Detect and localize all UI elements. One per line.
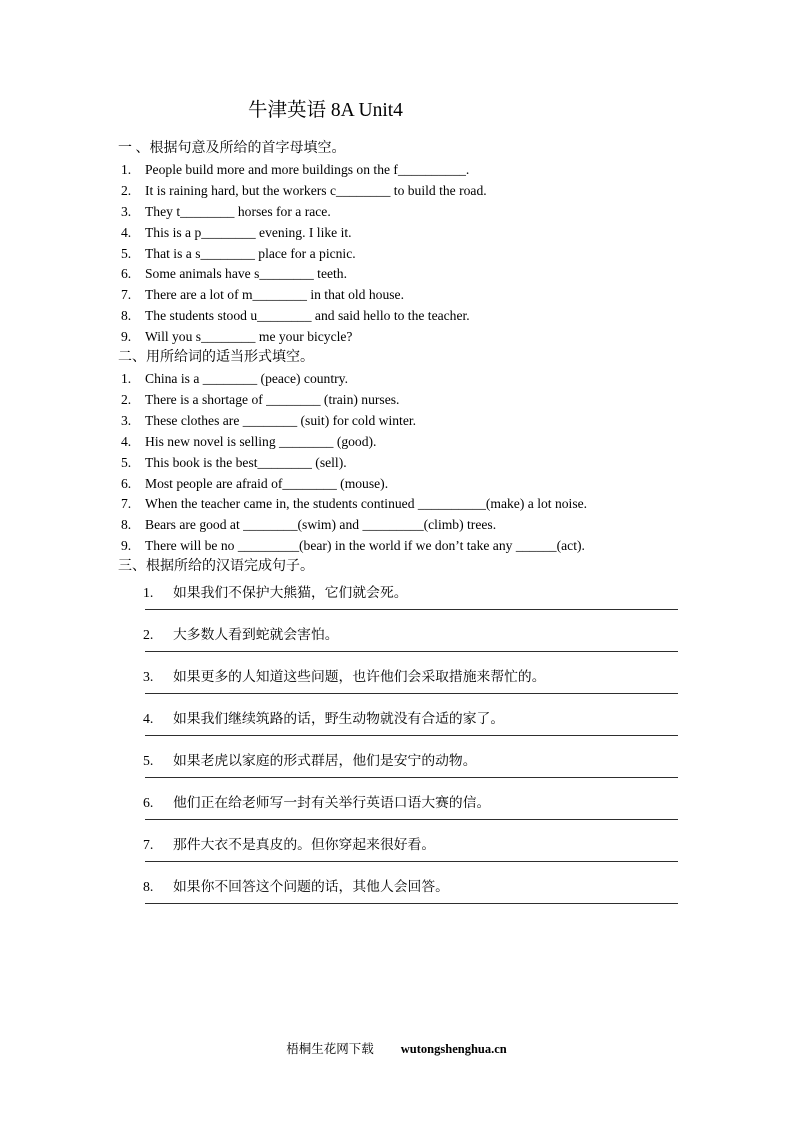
item-text: Bears are good at ________(swim) and _________(climb) trees. bbox=[145, 517, 497, 533]
item-text: This is a p________ evening. I like it. bbox=[145, 224, 352, 240]
item-text: The students stood u________ and said hello to the teacher. bbox=[145, 308, 470, 324]
item-text: That is a s________ place for a picnic. bbox=[145, 245, 356, 261]
item-text: 大多数人看到蛇就会害怕。 bbox=[173, 627, 339, 643]
item-number: 2. bbox=[143, 627, 154, 643]
item-text: Most people are afraid of________ (mouse). bbox=[145, 475, 389, 491]
exercise-item bbox=[118, 708, 680, 729]
exercise-item bbox=[118, 432, 680, 453]
answer-line bbox=[145, 855, 678, 862]
item-number: 9. bbox=[121, 329, 132, 345]
item-text: This book is the best________ (sell). bbox=[145, 454, 347, 470]
exercise-item bbox=[118, 536, 680, 557]
exercise-item bbox=[118, 876, 680, 897]
item-text: There are a lot of m________ in that old house. bbox=[145, 287, 404, 303]
section-1-heading: 一 、根据句意及所给的首字母填空。 bbox=[118, 141, 346, 156]
section-3-items bbox=[118, 582, 680, 904]
item-text: 那件大衣不是真皮的。但你穿起来很好看。 bbox=[173, 837, 436, 853]
answer-line bbox=[145, 897, 678, 904]
item-number: 9. bbox=[121, 538, 132, 554]
exercise-item bbox=[118, 624, 680, 645]
item-text: Will you s________ me your bicycle? bbox=[145, 329, 353, 345]
item-number: 8. bbox=[121, 308, 132, 324]
item-text: His new novel is selling ________ (good). bbox=[145, 433, 377, 449]
item-text: 如果你不回答这个问题的话，其他人会回答。 bbox=[173, 879, 449, 895]
item-text: 如果我们不保护大熊猫，它们就会死。 bbox=[173, 585, 408, 601]
answer-line bbox=[145, 771, 678, 778]
item-number: 8. bbox=[121, 517, 132, 533]
item-number: 2. bbox=[121, 182, 132, 198]
exercise-item bbox=[118, 515, 680, 536]
item-number: 8. bbox=[143, 879, 154, 895]
item-number: 7. bbox=[143, 837, 154, 853]
item-number: 1. bbox=[121, 161, 132, 177]
item-text: 如果老虎以家庭的形式群居，他们是安宁的动物。 bbox=[173, 753, 477, 769]
item-number: 4. bbox=[121, 433, 132, 449]
document-content bbox=[118, 139, 680, 918]
item-number: 4. bbox=[143, 711, 154, 727]
exercise-item bbox=[118, 474, 680, 495]
exercise-item bbox=[118, 264, 680, 285]
item-number: 5. bbox=[143, 753, 154, 769]
item-number: 3. bbox=[121, 203, 132, 219]
exercise-item bbox=[118, 834, 680, 855]
footer-site-url: wutongshenghua.cn bbox=[400, 1042, 507, 1056]
item-text: It is raining hard, but the workers c________ to build the road. bbox=[145, 182, 487, 198]
exercise-item bbox=[118, 390, 680, 411]
item-number: 3. bbox=[143, 669, 154, 685]
item-number: 6. bbox=[121, 475, 132, 491]
exercise-item bbox=[118, 244, 680, 265]
exercise-item bbox=[118, 453, 680, 474]
item-text: People build more and more buildings on the f__________. bbox=[145, 161, 470, 177]
section-translate-sentences bbox=[118, 557, 680, 904]
item-number: 4. bbox=[121, 224, 132, 240]
section-3-heading: 三、根据所给的汉语完成句子。 bbox=[118, 559, 314, 575]
page-footer bbox=[0, 1041, 793, 1057]
document-title: 牛津英语 8A Unit4 bbox=[248, 100, 403, 121]
footer-site-name: 梧桐生花网下载 bbox=[286, 1042, 374, 1056]
answer-line bbox=[145, 645, 678, 652]
section-2-heading: 二、用所给词的适当形式填空。 bbox=[118, 350, 314, 366]
item-number: 6. bbox=[121, 266, 132, 282]
item-text: 他们正在给老师写一封有关举行英语口语大赛的信。 bbox=[173, 795, 491, 811]
item-text: There will be no _________(bear) in the world if we don’t take any ______(act). bbox=[145, 538, 585, 554]
answer-line bbox=[145, 687, 678, 694]
exercise-item bbox=[118, 223, 680, 244]
exercise-item bbox=[118, 306, 680, 327]
section-1-items bbox=[118, 160, 680, 348]
item-text: There is a shortage of ________ (train) nurses. bbox=[145, 391, 400, 407]
exercise-item bbox=[118, 792, 680, 813]
exercise-item bbox=[118, 494, 680, 515]
exercise-item bbox=[118, 369, 680, 390]
item-number: 6. bbox=[143, 795, 154, 811]
section-first-letter-fill bbox=[118, 139, 680, 348]
item-number: 7. bbox=[121, 496, 132, 512]
exercise-item bbox=[118, 582, 680, 603]
exercise-item bbox=[118, 181, 680, 202]
item-number: 1. bbox=[121, 370, 132, 386]
section-2-items bbox=[118, 369, 680, 557]
item-text: Some animals have s________ teeth. bbox=[145, 266, 347, 282]
item-number: 5. bbox=[121, 245, 132, 261]
answer-line bbox=[145, 729, 678, 736]
exercise-item bbox=[118, 285, 680, 306]
item-text: 如果更多的人知道这些问题，也许他们会采取措施来帮忙的。 bbox=[173, 669, 546, 685]
exercise-item bbox=[118, 202, 680, 223]
answer-line bbox=[145, 813, 678, 820]
item-text: These clothes are ________ (suit) for cold winter. bbox=[145, 412, 417, 428]
item-text: China is a ________ (peace) country. bbox=[145, 370, 348, 386]
item-number: 2. bbox=[121, 391, 132, 407]
section-word-form-fill bbox=[118, 348, 680, 557]
item-number: 3. bbox=[121, 412, 132, 428]
item-number: 5. bbox=[121, 454, 132, 470]
exercise-item bbox=[118, 411, 680, 432]
item-number: 1. bbox=[143, 585, 154, 601]
exercise-item bbox=[118, 327, 680, 348]
answer-line bbox=[145, 603, 678, 610]
item-text: 如果我们继续筑路的话，野生动物就没有合适的家了。 bbox=[173, 711, 505, 727]
item-text: When the teacher came in, the students continued __________(make) a lot noise. bbox=[145, 496, 588, 512]
item-text: They t________ horses for a race. bbox=[145, 203, 331, 219]
item-number: 7. bbox=[121, 287, 132, 303]
exercise-item bbox=[118, 750, 680, 771]
exercise-item bbox=[118, 666, 680, 687]
exercise-item bbox=[118, 160, 680, 181]
